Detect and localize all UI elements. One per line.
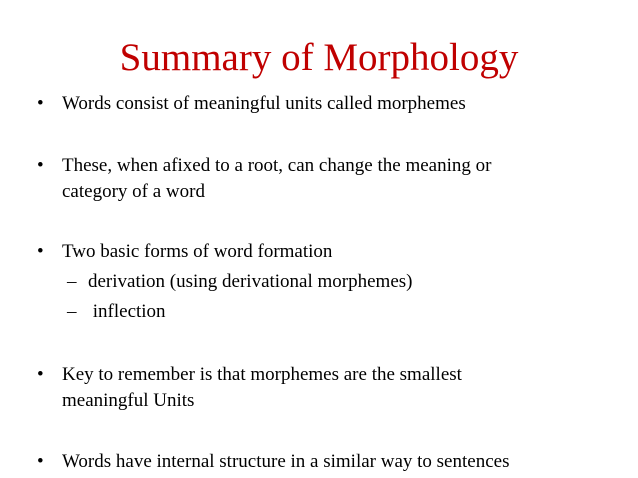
bullet-text: Words consist of meaningful units called morphemes	[62, 93, 466, 114]
dash-marker: –	[67, 301, 77, 322]
bullet-marker: •	[37, 93, 44, 114]
dash-marker: –	[67, 271, 77, 292]
sub-item-text: inflection	[88, 301, 166, 322]
bullet-marker: •	[37, 364, 44, 385]
bullet-text-continuation: category of a word	[62, 181, 205, 202]
bullet-text-continuation: meaningful Units	[62, 390, 195, 411]
bullet-text: Key to remember is that morphemes are the smallest	[62, 364, 462, 385]
bullet-text: These, when afixed to a root, can change the meaning or	[62, 155, 492, 176]
slide-title: Summary of Morphology	[119, 36, 519, 79]
bullet-text: Words have internal structure in a similar way to sentences	[62, 451, 510, 472]
sub-item-text: derivation (using derivational morphemes)	[88, 271, 413, 292]
bullet-text: Two basic forms of word formation	[62, 241, 333, 262]
bullet-marker: •	[37, 451, 44, 472]
bullet-marker: •	[37, 155, 44, 176]
bullet-marker: •	[37, 241, 44, 262]
